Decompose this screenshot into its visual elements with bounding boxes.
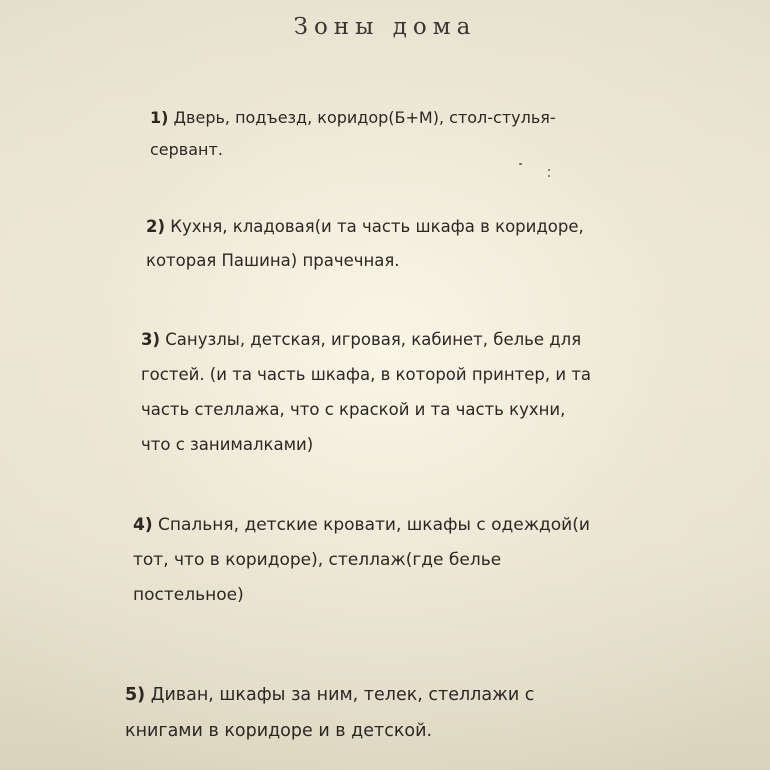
zone-item-4-text-1: Спальня, детские кровати, шкафы с одеждой(и — [158, 515, 590, 535]
zone-item-4-text-3: постельное) — [133, 585, 244, 605]
zone-item-3-text-2: гостей. (и та часть шкафа, в которой принтер, и та — [141, 365, 592, 384]
zone-item-1-text-2: сервант. — [150, 140, 223, 159]
zone-item-5-text-2: книгами в коридоре и в детской. — [125, 721, 433, 741]
zone-item-3-text-4: что с занималками) — [141, 435, 314, 454]
zone-item-4-line-1 — [133, 508, 590, 543]
page-title: Зоны дома — [293, 14, 477, 40]
zone-item-4-number: 4) — [133, 515, 153, 535]
zone-item-2-line-1 — [146, 210, 584, 244]
paper-speck — [548, 175, 550, 177]
zone-item-5-number: 5) — [125, 685, 146, 705]
zone-item-2 — [146, 210, 584, 278]
zone-item-4 — [133, 508, 590, 613]
zone-item-3-number: 3) — [141, 330, 161, 349]
zone-item-3-text-3: часть стеллажа, что с краской и та часть кухни, — [141, 400, 566, 419]
zone-item-2-text-1: Кухня, кладовая(и та часть шкафа в коридоре, — [170, 217, 584, 236]
zone-item-4-text-2: тот, что в коридоре), стеллаж(где белье — [133, 550, 502, 570]
zone-item-2-text-2: которая Пашина) прачечная. — [146, 251, 400, 270]
zone-item-1-text-1: Дверь, подъезд, коридор(Б+М), стол-стулья- — [173, 108, 556, 127]
zone-item-5-text-1: Диван, шкафы за ним, телек, стеллажи с — [150, 685, 535, 705]
zone-item-5 — [125, 677, 534, 749]
zone-item-3-line-1 — [141, 322, 591, 357]
zone-item-5-line-1 — [125, 677, 534, 713]
zone-item-2-number: 2) — [146, 217, 166, 236]
zone-item-1-number: 1) — [150, 108, 169, 127]
zone-item-3 — [141, 322, 591, 462]
zone-item-1 — [150, 102, 556, 166]
paper-speck — [548, 169, 550, 171]
zone-item-3-text-1: Санузлы, детская, игровая, кабинет, белье для — [165, 330, 582, 349]
paper-speck — [519, 163, 522, 165]
zone-item-1-line-1 — [150, 102, 556, 134]
